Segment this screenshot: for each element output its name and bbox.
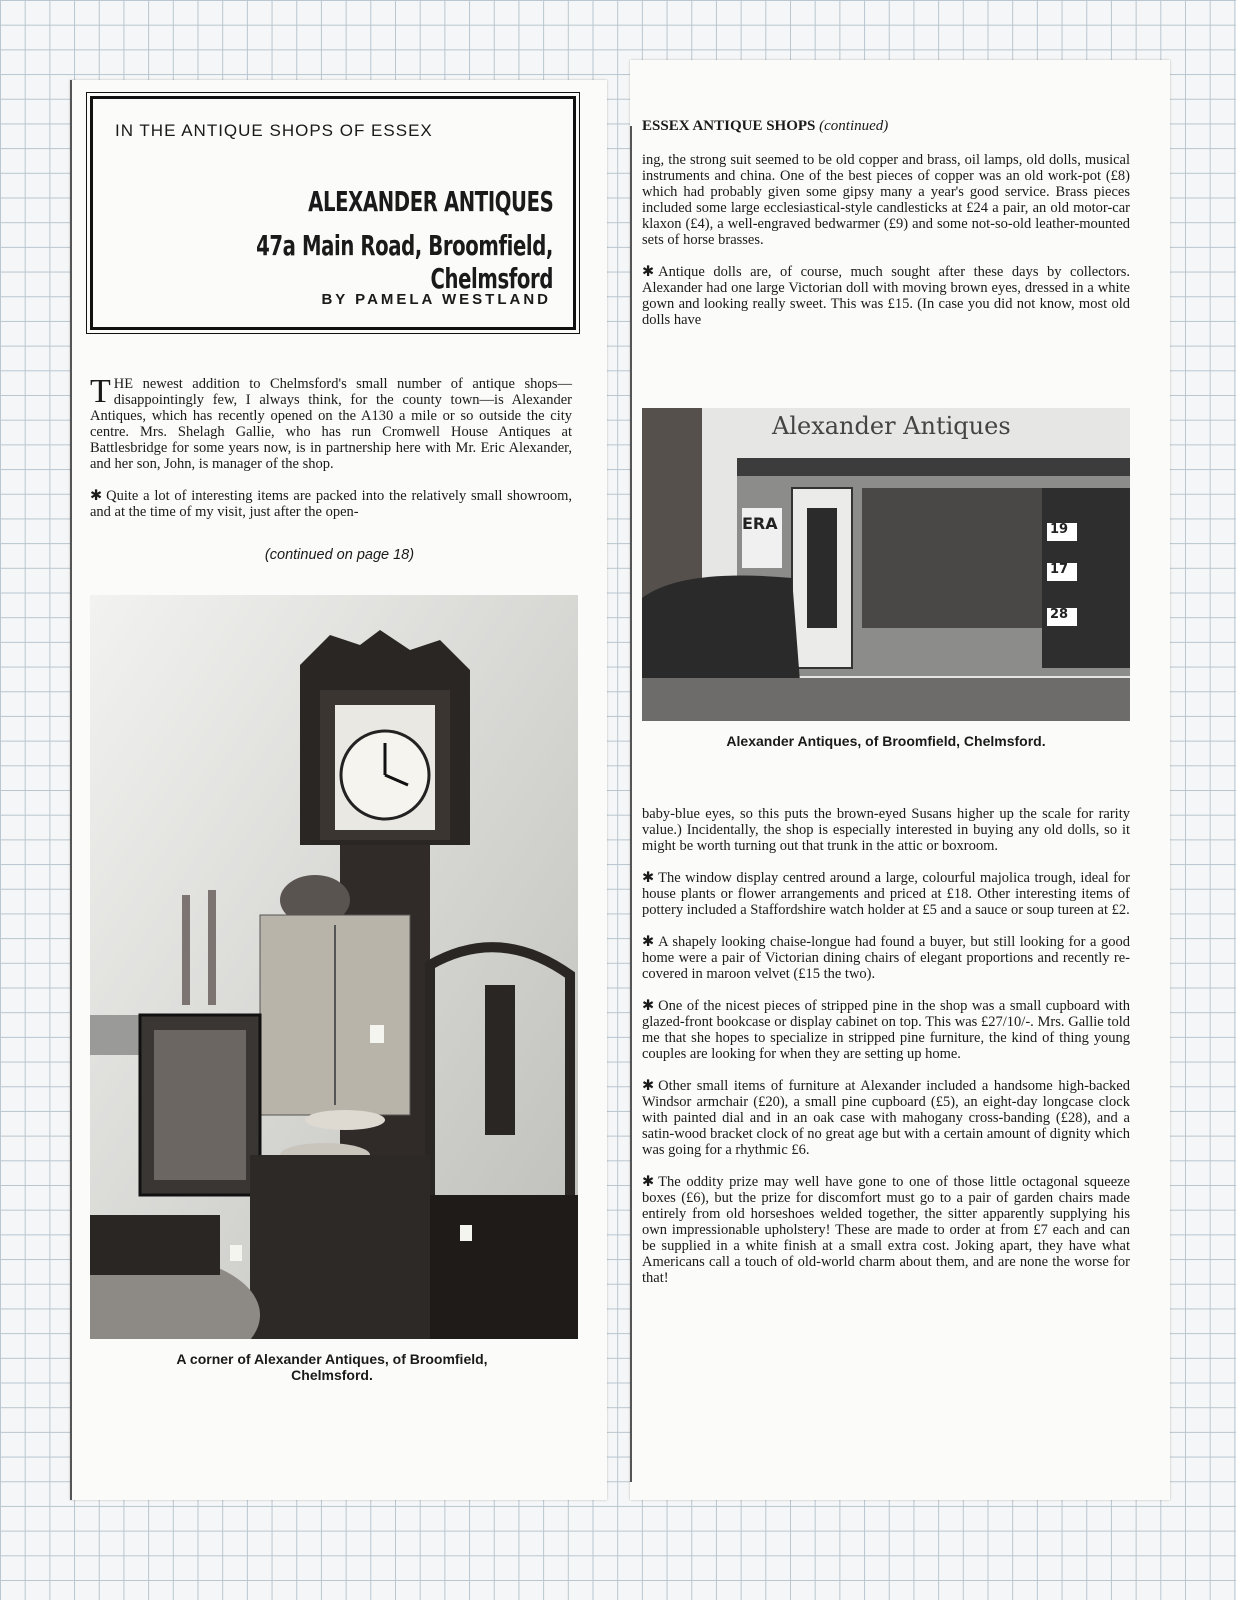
star-bullet-icon: ✱ (90, 488, 103, 504)
shop-sign: Alexander Antiques (772, 412, 1011, 440)
running-head: ESSEX ANTIQUE SHOPS (continued) (642, 118, 889, 134)
right-clipping (630, 60, 1170, 1500)
continued-note: (continued on page 18) (264, 547, 415, 563)
star-bullet-icon: ✱ (642, 1078, 655, 1094)
left-clipping (70, 80, 607, 1500)
paragraph: ing, the strong suit seemed to be old copper and brass, oil lamps, old dolls, musical instruments and china. One of the best pieces of copper was an old work-pot (£8) which had probably given some gipsy many a year's good service. Brass pieces included some large ecclesiastical-style candlesticks at £24 a pair, an old motor-car klaxon (£4), a well-engraved bedwarmer (£9) and some not-so-old leather-mounted sets of horse brasses. (642, 152, 1130, 248)
shopfront-photo (642, 408, 1130, 721)
paragraph: ✱ A shapely looking chaise-longue had found a buyer, but still looking for a good home were a pair of Victorian dining chairs of elegant proportions and recently re-covered in maroon velvet (£15 the two). (642, 934, 1130, 982)
window-price: 19 (1050, 522, 1069, 537)
section-kicker: IN THE ANTIQUE SHOPS OF ESSEX (115, 121, 433, 140)
paragraph: ✱ The oddity prize may well have gone to one of those little octagonal squeeze boxes (£6), but the prize for discomfort must go to a pair of garden chairs made entirely from old horseshoes welded together, the sitter apparently supplying his own impressionable upholstery! These are made to order at from £7 each and can be supplied in a white finish at a small extra cost. Joking apart, they have what Americans call a touch of old-world charm about them, and are none the worse for that! (642, 1174, 1130, 1286)
article-title: ALEXANDER ANTIQUES (307, 185, 553, 218)
star-bullet-icon: ✱ (642, 934, 655, 950)
byline: BY PAMELA WESTLAND (321, 291, 551, 308)
left-body (90, 373, 572, 536)
header-box (90, 96, 576, 330)
paragraph: ✱ Quite a lot of interesting items are packed into the relatively small showroom, and at the time of my visit, just after the open- (90, 488, 572, 520)
side-sign: ERA (742, 514, 778, 533)
paragraph: ✱ Other small items of furniture at Alexander included a handsome high-backed Windsor armchair (£20), a small pine cupboard (£5), an eight-day longcase clock with painted dial and in an oak case with mahogany cross-banding (£28), and a satin-wood bracket clock of no great age but with a certain amount of dignity which was going for a rhythmic £6. (642, 1078, 1130, 1158)
shop-interior-photo (90, 595, 578, 1339)
paragraph: ✱ Antique dolls are, of course, much sought after these days by collectors. Alexander had one large Victorian doll with moving brown eyes, dressed in a white gown and looking really sweet. This was £15. (In case you did not know, most old dolls have (642, 264, 1130, 328)
intro-paragraph: THE newest addition to Chelmsford's small number of antique shops—disappointingly few, I always think, for the county town—is Alexander Antiques, which has recently opened on the A130 a mile or so outside the city centre. Mrs. Shelagh Gallie, who has run Cromwell House Antiques at Battlesbridge for some years now, is in partnership here with Mr. Eric Alexander, and her son, John, is manager of the shop. (90, 373, 572, 472)
star-bullet-icon: ✱ (642, 264, 655, 280)
window-price: 28 (1050, 607, 1069, 622)
paragraph: baby-blue eyes, so this puts the brown-eyed Susans higher up the scale for rarity value.) Incidentally, the shop is especially interested in buying any old dolls, so it might be worth turning out that trunk in the attic or boxroom. (642, 806, 1130, 854)
star-bullet-icon: ✱ (642, 870, 655, 886)
interior-photo-caption: A corner of Alexander Antiques, of Broomfield, Chelmsford. (176, 1351, 488, 1383)
paragraph: ✱ The window display centred around a large, colourful majolica trough, ideal for house plants or flower arrangements and priced at £18. Other interesting items of pottery included a Staffordshire watch holder at £5 and a sauce or soup tureen at £2. (642, 870, 1130, 918)
column-rule (630, 126, 632, 1482)
shopfront-photo-caption: Alexander Antiques, of Broomfield, Chelmsford. (726, 733, 1046, 749)
right-body-top (642, 152, 1130, 344)
running-head-continued: (continued) (819, 118, 889, 134)
article-address: 47a Main Road, Broomfield, Chelmsford (256, 229, 553, 295)
paragraph: ✱ One of the nicest pieces of stripped pine in the shop was a small cupboard with glazed-front bookcase or display cabinet on top. This was £27/10/-. Mrs. Gallie told me that she hopes to specialize in stripped pine furniture, the kind of thing young couples are looking for when they are setting up home. (642, 998, 1130, 1062)
window-price: 17 (1050, 562, 1069, 577)
drop-cap: T (90, 373, 111, 410)
star-bullet-icon: ✱ (642, 1174, 655, 1190)
interior-illustration (90, 595, 578, 1339)
star-bullet-icon: ✱ (642, 998, 655, 1014)
right-body-bottom (642, 806, 1130, 1302)
